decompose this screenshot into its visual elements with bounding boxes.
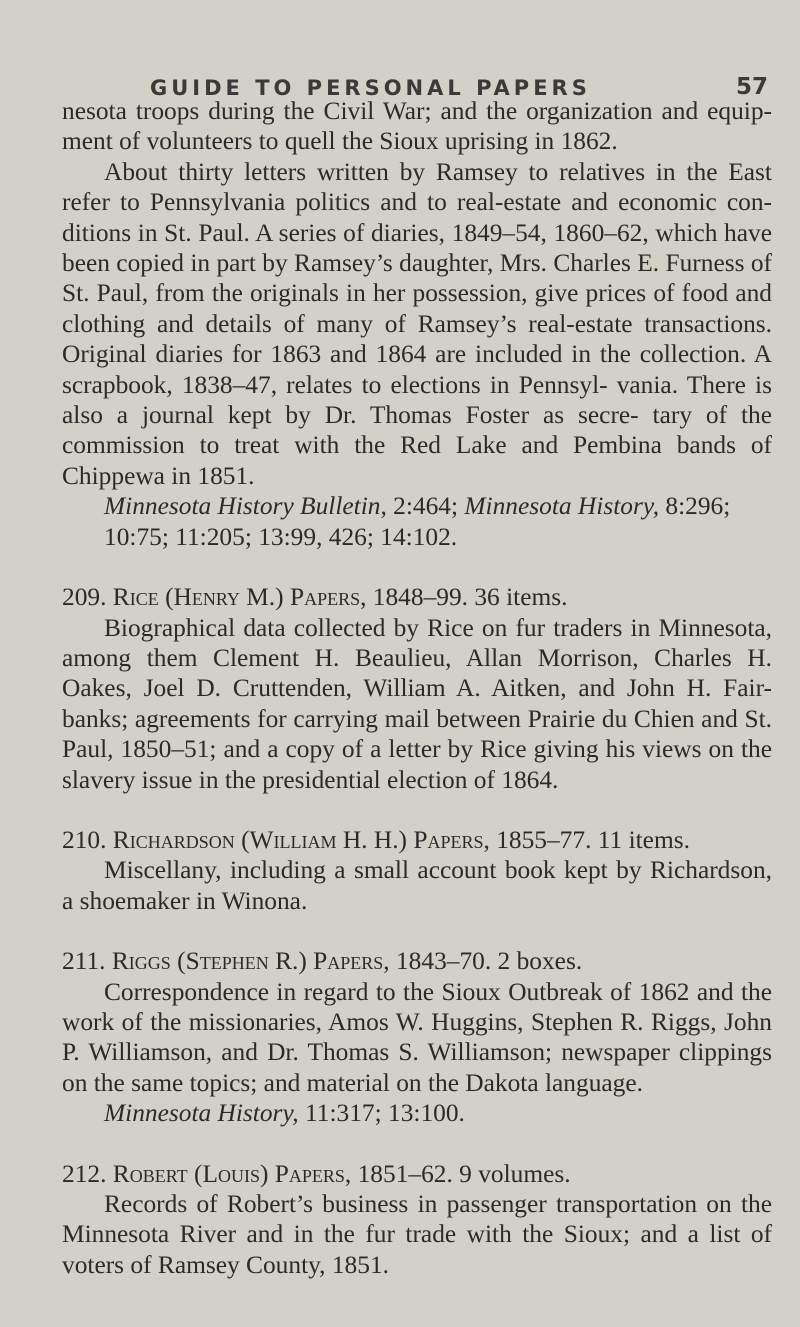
entry-description: Biographical data collected by Rice on fur traders in Minnesota, among them Clement H. Beaulieu, Allan Morrison, Charles H. Oakes, Joel D. Cruttenden, William A. Aitken, and John H. Fair- banks; agreements for carrying mail between Prairie du Chien and St. Paul, 1850–51; and a copy of a letter by Rice giving his views on the slavery issue in the presidential election of 1864. <box>62 613 772 794</box>
entry-description: Miscellany, including a small account book kept by Richardson, a shoemaker in Winona. <box>62 856 772 915</box>
running-title: GUIDE TO PERSONAL PAPERS <box>150 76 591 100</box>
reference-line <box>62 1098 772 1128</box>
entry-heading <box>62 825 772 855</box>
entry-number: 211. <box>62 947 106 976</box>
entry-209 <box>62 582 772 795</box>
entry-heading <box>62 946 772 976</box>
reference-citation: 2:464; <box>386 492 465 521</box>
entry-heading <box>62 1159 772 1189</box>
entry-number: 212. <box>62 1159 107 1188</box>
entry-210 <box>62 825 772 916</box>
entry-name: Riggs (Stephen R.) Papers, <box>111 947 390 976</box>
entry-extent: 1843–70. 2 boxes. <box>389 947 583 976</box>
entry-description: Correspondence in regard to the Sioux Outbreak of 1862 and the work of the missionaries, Amos W. Huggins, Stephen R. Riggs, John P. Williamson, and Dr. Thomas S. Williamson; newspaper clippings on the same topics; and material on the Dakota language. <box>62 977 772 1097</box>
continued-entry <box>62 96 772 552</box>
entry-description: Records of Robert’s business in passenger transportation on the Minnesota River and in the fur trade with the Sioux; and a list of voters of Ramsey County, 1851. <box>62 1190 772 1279</box>
entry-212 <box>62 1159 772 1281</box>
running-head <box>62 0 772 100</box>
body-paragraph: About thirty letters written by Ramsey to relatives in the East refer to Pennsylvania politics and to real-estate and economic con- ditions in St. Paul. A series of diaries, 1849–54, 1860–62, which have been copied in part by Ramsey’s daughter, Mrs. Charles E. Furness of St. Paul, from the originals in her possession, give prices of food and clothing and details of many of Ramsey’s real-estate transactions. Original diaries for 1863 and 1864 are included in the collection. A scrapbook, 1838–47, relates to elections in Pennsyl- vania. There is also a journal kept by Dr. Thomas Foster as secre- tary of the commission to treat with the Red Lake and Pembina bands of Chippewa in 1851. <box>62 157 772 490</box>
entry-211 <box>62 946 772 1128</box>
entry-heading <box>62 582 772 612</box>
page-number: 57 <box>735 74 768 100</box>
reference-source: Minnesota History, <box>464 492 660 521</box>
entry-name: Richardson (William H. H.) Papers, <box>112 825 490 854</box>
reference-source: Minnesota History Bulletin, <box>104 492 387 521</box>
reference-line <box>62 491 772 552</box>
entry-extent: 1855–77. 11 items. <box>489 825 690 854</box>
entry-extent: 1851–62. 9 volumes. <box>351 1159 571 1188</box>
reference-citation: 8:296; 10:75; 11:205; 13:99, 426; 14:102. <box>104 492 731 551</box>
continuation-paragraph: nesota troops during the Civil War; and the organization and equip- ment of volunteers to quell the Sioux uprising in 1862. <box>62 97 772 156</box>
reference-source: Minnesota History, <box>104 1099 299 1128</box>
entry-name: Robert (Louis) Papers, <box>112 1159 352 1188</box>
entry-number: 210. <box>62 825 107 854</box>
entry-name: Rice (Henry M.) Papers, <box>112 583 367 612</box>
entry-extent: 1848–99. 36 items. <box>366 583 568 612</box>
reference-citation: 11:317; 13:100. <box>298 1099 465 1128</box>
entry-number: 209. <box>62 583 107 612</box>
